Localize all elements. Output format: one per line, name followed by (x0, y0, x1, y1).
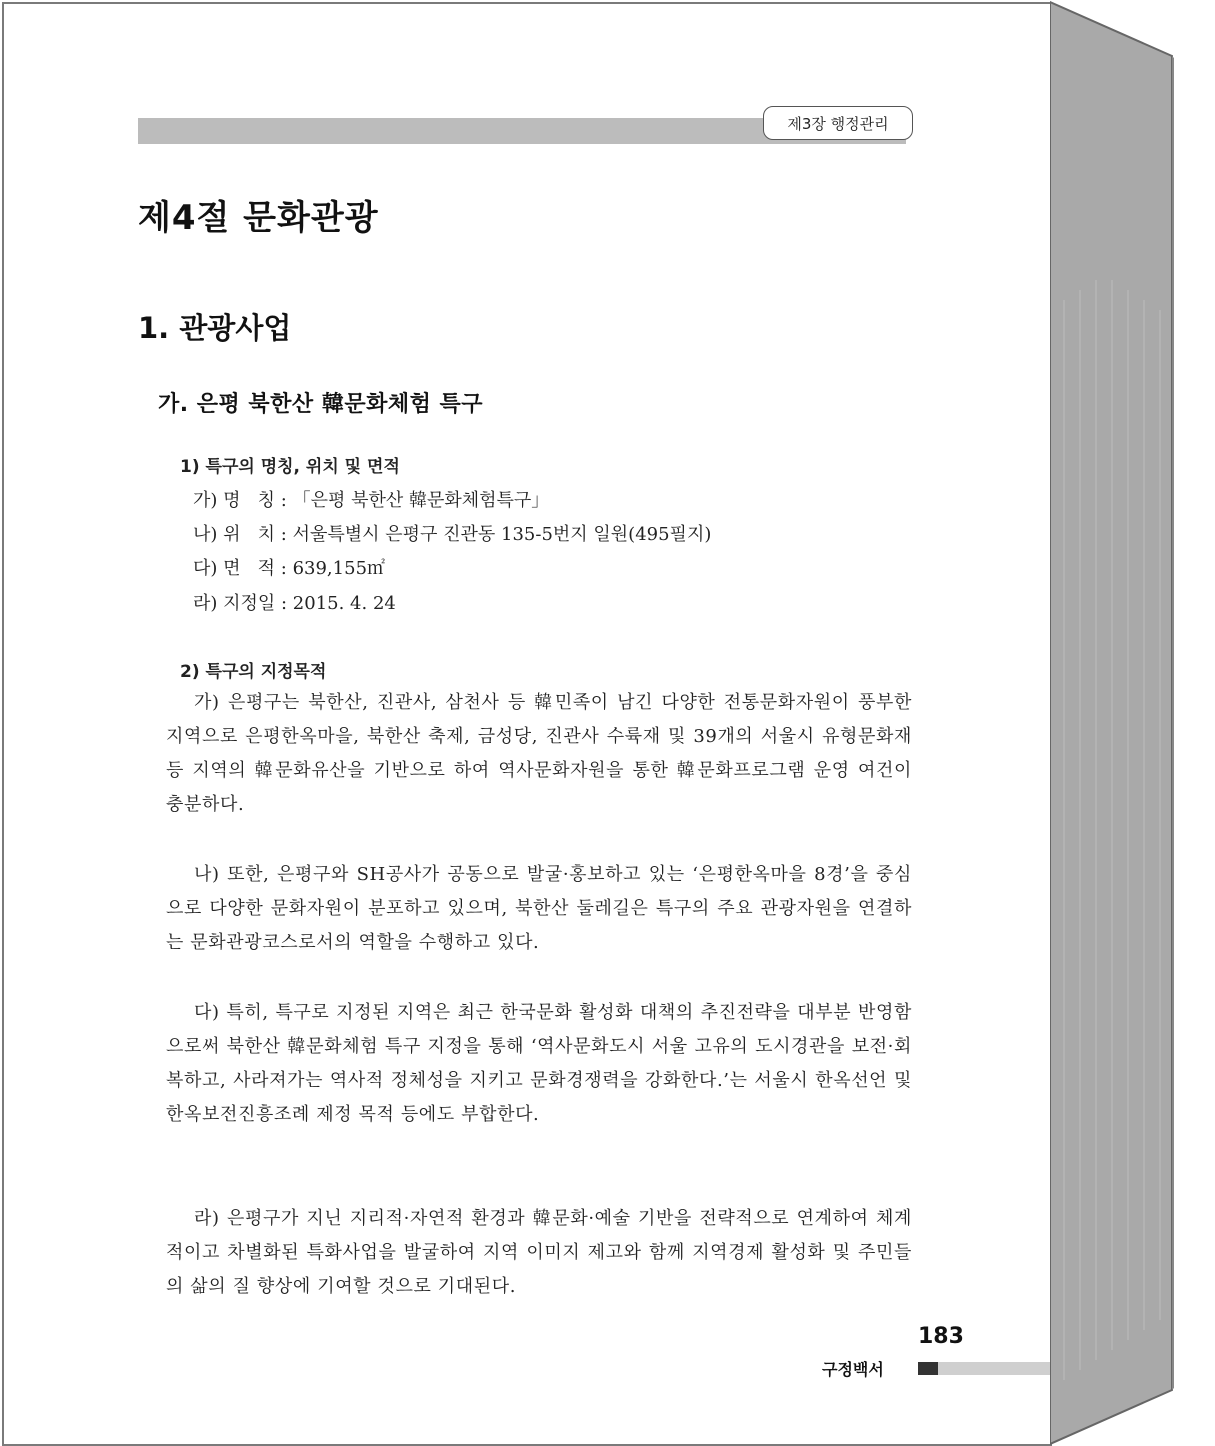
sub1-title: 1) 특구의 명칭, 위치 및 면적 (180, 457, 400, 477)
sub2-title: 2) 특구의 지정목적 (180, 662, 327, 682)
info-name: 가) 명 칭 : 「은평 북한산 韓문화체험특구」 (193, 490, 550, 511)
chapter-tab: 제3장 행정관리 (763, 106, 913, 140)
info-location: 나) 위 치 : 서울특별시 은평구 진관동 135-5번지 일원(495필지) (193, 524, 712, 545)
paragraph-3: 다) 특히, 특구로 지정된 지역은 최근 한국문화 활성화 대책의 추진전략을 대부분 반영함으로써 북한산 韓문화체험 특구 지정을 통해 ‘역사문화도시 서울 고유의 도시경관을 보전·회복하고, 사라져가는 역사적 정체성을 지키고 문화경쟁력을 강화한다.’는 서울시 한옥선언 및 한옥보전진흥조례 제정 목적 등에도 부합한다. (166, 1002, 912, 1125)
footer-bar (938, 1362, 1050, 1375)
footer-book-title: 구정백서 (822, 1360, 884, 1379)
paragraph-4: 라) 은평구가 지닌 지리적·자연적 환경과 韓문화·예술 기반을 전략적으로 연계하여 체계적이고 차별화된 특화사업을 발굴하여 지역 이미지 제고와 함께 지역경제 활성화 및 주민들의 삶의 질 향상에 기여할 것으로 기대된다. (166, 1208, 912, 1297)
info-date: 라) 지정일 : 2015. 4. 24 (193, 593, 396, 614)
book-page-edges (1050, 0, 1215, 1446)
paragraph-2: 나) 또한, 은평구와 SH공사가 공동으로 발굴·홍보하고 있는 ‘은평한옥마을 8경’을 중심으로 다양한 문화자원이 분포하고 있으며, 북한산 둘레길은 특구의 주요 관광자원을 연결하는 문화관광코스로서의 역할을 수행하고 있다. (166, 864, 912, 953)
footer-mark (918, 1362, 938, 1375)
heading-2: 가. 은평 북한산 韓문화체험 특구 (158, 392, 484, 417)
info-area: 다) 면 적 : 639,155㎡ (193, 558, 386, 579)
page-number: 183 (918, 1324, 964, 1349)
paragraph-1: 가) 은평구는 북한산, 진관사, 삼천사 등 韓민족이 남긴 다양한 전통문화자원이 풍부한 지역으로 은평한옥마을, 북한산 축제, 금성당, 진관사 수륙재 및 39개의 서울시 유형문화재 등 지역의 韓문화유산을 기반으로 하여 역사문화자원을 통한 韓문화프로그램 운영 여건이 충분하다. (166, 692, 912, 815)
section-title: 제4절 문화관광 (138, 198, 379, 238)
heading-1: 1. 관광사업 (138, 311, 292, 345)
